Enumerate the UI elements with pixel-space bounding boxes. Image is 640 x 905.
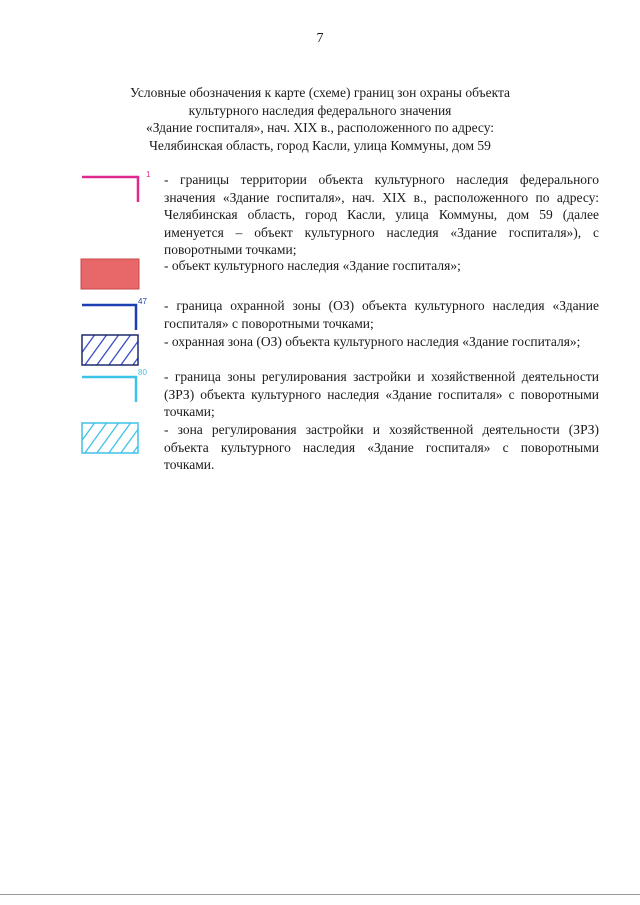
legend-item-text: - зона регулирования застройки и хозяйственной деятельности (ЗРЗ) объекта культурного наследия «Здание госпиталя» с поворотными точками.	[164, 422, 599, 472]
turning-point-marker: 1	[146, 170, 151, 179]
cyan-hatched-rectangle-icon	[80, 421, 142, 457]
page-title	[80, 84, 560, 154]
title-line: «Здание госпиталя», нач. XIX в., расположенного по адресу:	[145, 120, 495, 135]
legend-item-text: - охранная зона (ОЗ) объекта культурного наследия «Здание госпиталя»;	[164, 334, 581, 349]
turning-point-marker: 47	[138, 297, 147, 306]
legend-item-text: - граница охранной зоны (ОЗ) объекта культурного наследия «Здание госпиталя» с поворотными точками;	[164, 298, 599, 331]
title-line: Челябинская область, город Касли, улица Коммуны, дом 59	[149, 137, 491, 153]
page-number: 7	[316, 31, 324, 46]
turning-point-marker: 80	[138, 368, 147, 377]
blue-boundary-line-icon	[80, 298, 160, 338]
title-line: Условные обозначения к карте (схеме) границ зон охраны объекта	[129, 85, 511, 100]
cyan-boundary-line-icon	[80, 370, 160, 410]
red-filled-rectangle-icon	[80, 258, 142, 292]
legend-item-text: - граница зоны регулирования застройки и хозяйственной деятельности (ЗРЗ) объекта культурного наследия «Здание госпиталя» с поворотными точками;	[164, 369, 599, 419]
scan-edge-divider	[0, 894, 640, 895]
blue-hatched-rectangle-icon	[80, 333, 142, 369]
title-line: культурного наследия федерального значения	[188, 102, 452, 118]
legend-item-text: - объект культурного наследия «Здание госпиталя»;	[164, 258, 461, 273]
legend-item-text: - границы территории объекта культурного наследия федерального значения «Здание госпиталя», нач. XIX в., расположенного по адресу: Челябинская область, город Касли, улица Коммуны, дом 59 (далее именуется – объект культурного наследия «Здание госпиталя»), с поворотными точками;	[164, 172, 599, 257]
